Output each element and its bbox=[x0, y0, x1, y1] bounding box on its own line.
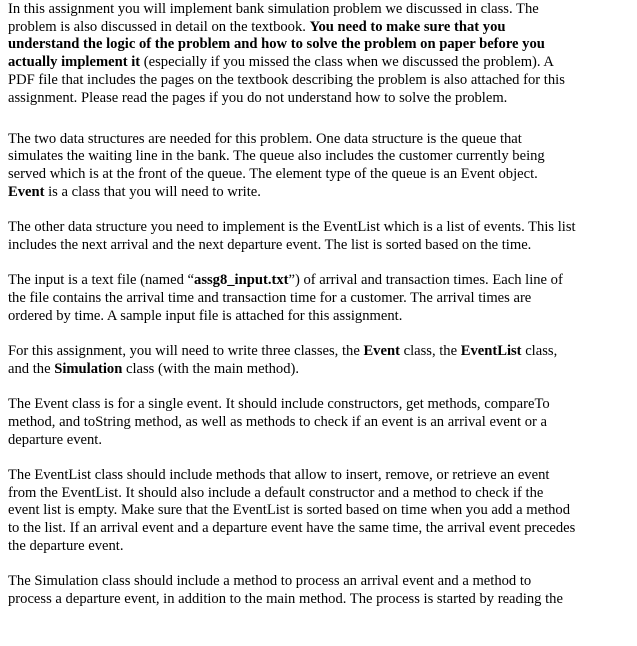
text-run: The two data structures are needed for this problem. One data structure is the queue that bbox=[8, 130, 522, 147]
text-run: assignment. Please read the pages if you do not understand how to solve the problem. bbox=[8, 89, 508, 106]
text-run: served which is at the front of the queue. The element type of the queue is an Event object. bbox=[8, 166, 538, 183]
text-line bbox=[8, 131, 637, 149]
text-line bbox=[8, 148, 637, 166]
bold-text: assg8_input.txt bbox=[194, 272, 289, 289]
text-line bbox=[8, 343, 637, 361]
paragraph bbox=[8, 272, 637, 325]
text-run: is a class that you will need to write. bbox=[44, 183, 261, 200]
paragraph-spacer bbox=[8, 107, 637, 131]
paragraph-spacer bbox=[8, 379, 637, 397]
text-line bbox=[8, 502, 637, 520]
text-run: ”) of arrival and transaction times. Each line of bbox=[288, 272, 563, 289]
text-run: from the EventList. It should also include a default constructor and a method to check if the bbox=[8, 484, 544, 501]
text-run: The Event class is for a single event. It should include constructors, get methods, compareTo bbox=[8, 396, 550, 413]
text-run: class (with the main method). bbox=[122, 360, 300, 377]
text-run: The Simulation class should include a method to process an arrival event and a method to bbox=[8, 573, 532, 590]
text-run: to the list. If an arrival event and a departure event have the same time, the arrival event precedes bbox=[8, 520, 576, 537]
text-line bbox=[8, 591, 637, 609]
text-run: In this assignment you will implement bank simulation problem we discussed in class. The bbox=[8, 1, 539, 17]
text-run: the file contains the arrival time and transaction time for a customer. The arrival times are bbox=[8, 290, 532, 307]
text-line bbox=[8, 19, 637, 37]
text-line bbox=[8, 290, 637, 308]
text-run: ordered by time. A sample input file is attached for this assignment. bbox=[8, 307, 403, 324]
text-line bbox=[8, 573, 637, 591]
paragraph bbox=[8, 343, 637, 378]
text-line bbox=[8, 184, 637, 202]
paragraph bbox=[8, 219, 637, 254]
text-run: class, bbox=[521, 343, 558, 360]
paragraph-spacer bbox=[8, 202, 637, 220]
text-run: simulates the waiting line in the bank. The queue also includes the customer currently being bbox=[8, 148, 545, 165]
text-line bbox=[8, 485, 637, 503]
bold-text: Event bbox=[363, 343, 400, 360]
bold-text: You need to make sure that you bbox=[309, 18, 506, 35]
paragraph-spacer bbox=[8, 255, 637, 273]
paragraph bbox=[8, 1, 637, 107]
text-line bbox=[8, 219, 637, 237]
text-line bbox=[8, 467, 637, 485]
paragraph bbox=[8, 573, 637, 608]
text-line bbox=[8, 414, 637, 432]
bold-text: understand the logic of the problem and how to solve the problem on paper before you bbox=[8, 36, 545, 53]
text-line bbox=[8, 36, 637, 54]
text-line bbox=[8, 520, 637, 538]
text-line bbox=[8, 308, 637, 326]
text-run: For this assignment, you will need to write three classes, the bbox=[8, 343, 364, 360]
text-line bbox=[8, 432, 637, 450]
text-run: The input is a text file (named “ bbox=[8, 272, 195, 289]
paragraph-spacer bbox=[8, 449, 637, 467]
text-run: the departure event. bbox=[8, 537, 124, 554]
text-run: process a departure event, in addition to the main method. The process is started by reading the bbox=[8, 590, 563, 607]
text-run: The EventList class should include methods that allow to insert, remove, or retrieve an event bbox=[8, 467, 550, 483]
text-line bbox=[8, 166, 637, 184]
paragraph bbox=[8, 396, 637, 449]
text-line bbox=[8, 361, 637, 379]
text-line bbox=[8, 90, 637, 108]
text-run: class, the bbox=[399, 343, 461, 360]
bold-text: EventList bbox=[460, 343, 522, 360]
assignment-document bbox=[8, 1, 637, 609]
text-line bbox=[8, 237, 637, 255]
text-line bbox=[8, 54, 637, 72]
text-line bbox=[8, 1, 637, 19]
text-run: departure event. bbox=[8, 431, 102, 448]
text-run: (especially if you missed the class when we discussed the problem). A bbox=[140, 54, 554, 71]
text-run: problem is also discussed in detail on the textbook. bbox=[8, 18, 310, 35]
text-line bbox=[8, 396, 637, 414]
paragraph bbox=[8, 467, 637, 556]
text-run: event list is empty. Make sure that the EventList is sorted based on time when you add a method bbox=[8, 502, 571, 519]
text-line bbox=[8, 272, 637, 290]
bold-text: Simulation bbox=[54, 360, 123, 377]
text-line bbox=[8, 538, 637, 556]
paragraph-spacer bbox=[8, 556, 637, 574]
bold-text: Event bbox=[8, 183, 45, 200]
text-run: includes the next arrival and the next departure event. The list is sorted based on the time. bbox=[8, 236, 532, 253]
paragraph-spacer bbox=[8, 325, 637, 343]
text-run: and the bbox=[8, 360, 55, 377]
text-run: The other data structure you need to implement is the EventList which is a list of events. This list bbox=[8, 219, 576, 236]
text-run: PDF file that includes the pages on the textbook describing the problem is also attached for this bbox=[8, 71, 565, 88]
paragraph bbox=[8, 131, 637, 202]
text-run: method, and toString method, as well as methods to check if an event is an arrival event or a bbox=[8, 413, 548, 430]
text-line bbox=[8, 72, 637, 90]
bold-text: actually implement it bbox=[8, 54, 141, 71]
